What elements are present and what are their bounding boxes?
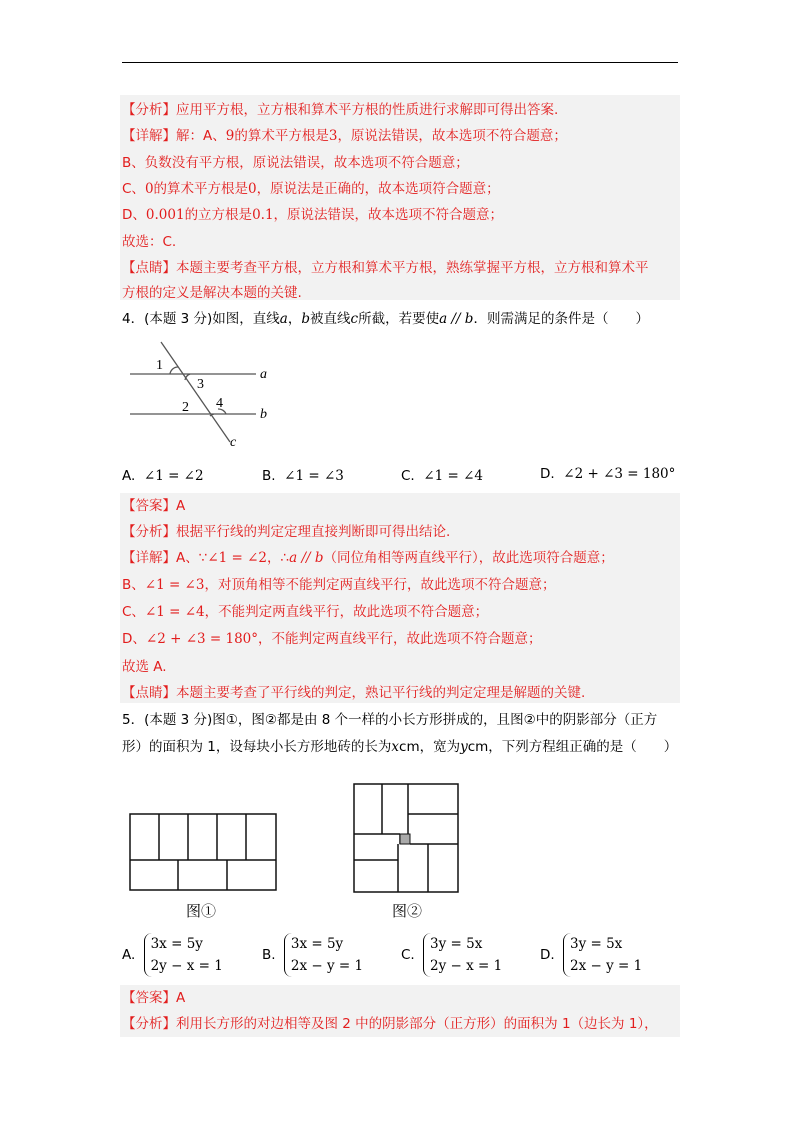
shaded-square	[400, 834, 410, 844]
detail-text: 【详解】解：A、9的算术平方根是3，原说法错误，故本选项不符合题意；	[122, 128, 567, 144]
q4-option-a: A. ∠1 = ∠2	[122, 468, 204, 484]
q4-option-c: C. ∠1 = ∠4	[401, 468, 484, 484]
q4-analysis: 【分析】根据平行线的判定定理直接判断即可得出结论.	[122, 524, 451, 540]
line-label-a: a	[260, 367, 267, 382]
angle-label-4: 4	[216, 396, 223, 411]
q4-detail-b: B、∠1 = ∠3，对顶角相等不能判定两直线平行，故此选项不符合题意；	[122, 577, 556, 593]
comment-text-1: 【点睛】本题主要考查平方根，立方根和算术平方根，熟练掌握平方根，立方根和算术平	[122, 260, 649, 276]
question-5-stem-1: 5．(本题 3 分)图①，图②都是由 8 个一样的小长方形拼成的，且图②中的阴影部分（正方	[122, 712, 658, 728]
q4-option-b: B. ∠1 = ∠3	[262, 468, 344, 484]
q4-detail-a: 【详解】A、∵∠1 = ∠2，∴a // b（同位角相等两直线平行），故此选项符合题意；	[122, 550, 614, 566]
figure-2-caption: 图②	[392, 904, 423, 920]
q4-comment: 【点睛】本题主要考查了平行线的判定，熟记平行线的判定定理是解题的关键.	[122, 685, 586, 701]
q4-detail-d: D、∠2 + ∠3 = 180°，不能判定两直线平行，故此选项不符合题意；	[122, 631, 542, 647]
option-d-explanation: D、0.001的立方根是0.1，原说法错误，故本选项不符合题意；	[122, 207, 504, 223]
q4-answer: 【答案】A	[122, 498, 186, 514]
q5-option-a: A. 3x = 5y 2y − x = 1	[122, 933, 223, 977]
q5-answer: 【答案】A	[122, 990, 186, 1006]
parallel-lines-figure	[126, 336, 276, 448]
option-b-explanation: B、负数没有平方根，原说法错误，故本选项不符合题意；	[122, 155, 469, 171]
option-c-explanation: C、0的算术平方根是0，原说法是正确的，故本选项符合题意；	[122, 181, 500, 197]
analysis-text: 【分析】应用平方根，立方根和算术平方根的性质进行求解即可得出答案.	[122, 102, 559, 118]
q4-option-d: D. ∠2 + ∠3 = 180°	[540, 466, 676, 482]
line-label-c: c	[230, 435, 237, 448]
question-4-stem: 4．(本题 3 分)如图，直线a，b被直线c所截，若要使a // b．则需满足的条件是（ ）	[122, 311, 649, 327]
header-rule	[122, 62, 678, 63]
q4-choice: 故选 A.	[122, 659, 167, 675]
q5-analysis: 【分析】利用长方形的对边相等及图 2 中的阴影部分（正方形）的面积为 1（边长为 1），	[122, 1016, 658, 1032]
line-label-b: b	[260, 407, 267, 422]
choice-text: 故选：C.	[122, 234, 177, 250]
q4-detail-c: C、∠1 = ∠4，不能判定两直线平行，故此选项不符合题意；	[122, 604, 489, 620]
angle-label-1: 1	[156, 358, 163, 373]
comment-text-2: 方根的定义是解决本题的关键.	[122, 285, 302, 301]
q5-option-c: C. 3y = 5x 2y − x = 1	[401, 933, 502, 977]
angle-label-3: 3	[197, 377, 204, 392]
angle-label-2: 2	[182, 400, 189, 415]
question-5-stem-2: 形）的面积为 1，设每块小长方形地砖的长为xcm，宽为ycm，下列方程组正确的是（ ）	[122, 739, 678, 755]
q5-option-d: D. 3y = 5x 2x − y = 1	[540, 933, 642, 977]
q5-option-b: B. 3x = 5y 2x − y = 1	[262, 933, 363, 977]
figure-2-square	[350, 780, 462, 922]
figure-1-rectangles	[126, 810, 282, 922]
figure-1-caption: 图①	[186, 904, 217, 920]
